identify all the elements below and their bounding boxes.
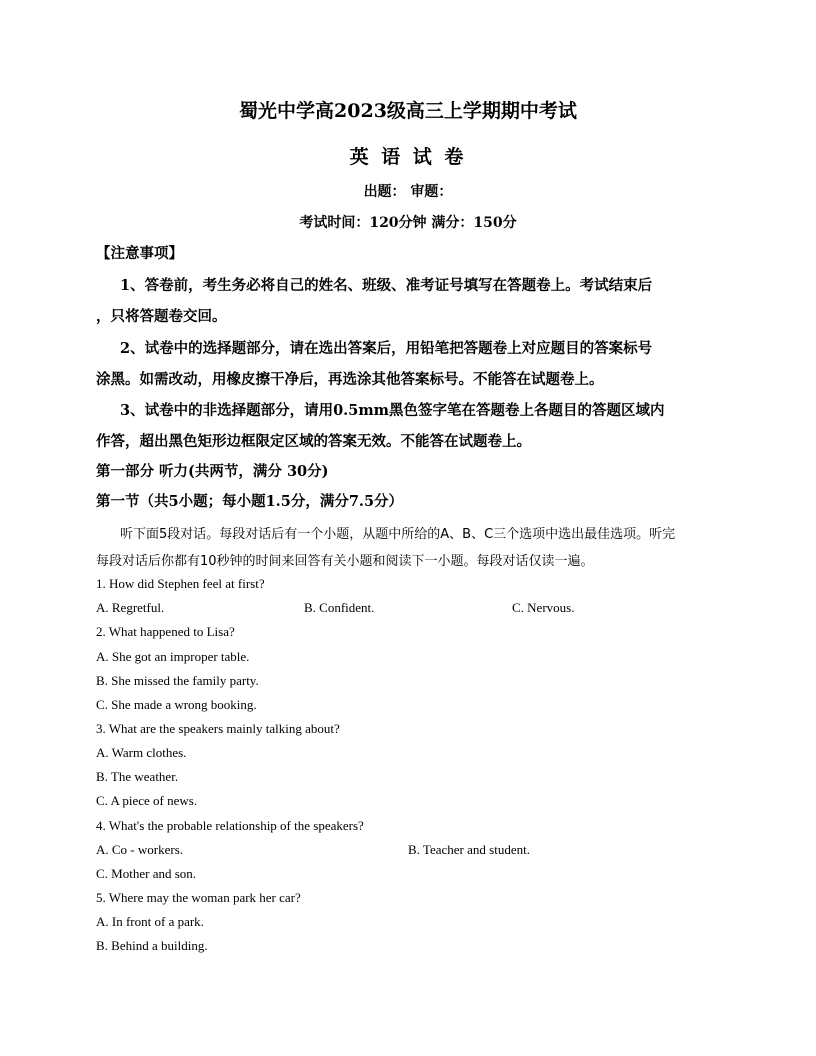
option-c: C. A piece of news. [96, 793, 198, 808]
option-b: B. Teacher and student. [408, 842, 530, 857]
notice-heading: 【注意事项】 [96, 245, 183, 262]
exam-title: 蜀光中学高2023级高三上学期期中考试 [239, 100, 577, 122]
section1-heading: 第一节（共5小题；每小题1.5分，满分7.5分） [96, 493, 404, 510]
part1-heading: 第一部分 听力(共两节，满分 30分) [96, 463, 329, 480]
option-b: B. She missed the family party. [96, 673, 259, 688]
notice-item-2-cont: 涂黑。如需改动，用橡皮擦干净后，再选涂其他答案标号。不能答在试题卷上。 [96, 371, 604, 388]
option-b: B. The weather. [96, 769, 179, 784]
notice-item-2: 2、试卷中的选择题部分，请在选出答案后，用铅笔把答题卷上对应题目的答案标号 [120, 340, 653, 357]
question-stem: 2. What happened to Lisa? [96, 624, 235, 639]
option-c: C. She made a wrong booking. [96, 697, 257, 712]
option-b: B. Behind a building. [96, 938, 208, 953]
notice-item-1-cont: ，只将答题卷交回。 [96, 308, 227, 325]
option-a: A. In front of a park. [96, 914, 204, 929]
setters-line: 出题： 审题： [363, 184, 453, 200]
question-stem: 1. How did Stephen feel at first? [96, 576, 265, 591]
question-stem: 4. What's the probable relationship of the speakers? [96, 818, 364, 833]
option-c: C. Mother and son. [96, 866, 197, 881]
option-a: A. Warm clothes. [96, 745, 187, 760]
notice-item-3: 3、试卷中的非选择题部分，请用0.5mm黑色签字笔在答题卷上各题目的答题区域内 [120, 402, 665, 419]
question-stem: 3. What are the speakers mainly talking about? [96, 721, 340, 736]
option-b: B. Confident. [304, 600, 375, 615]
option-a: A. Regretful. [96, 600, 165, 615]
option-c: C. Nervous. [512, 600, 575, 615]
instruction-line-2: 每段对话后你都有10秒钟的时间来回答有关小题和阅读下一小题。每段对话仅读一遍。 [96, 554, 594, 569]
notice-item-3-cont: 作答，超出黑色矩形边框限定区域的答案无效。不能答在试题卷上。 [96, 433, 531, 450]
exam-subtitle: 英 语 试 卷 [349, 146, 467, 168]
question-stem: 5. Where may the woman park her car? [96, 890, 301, 905]
instruction-line-1: 听下面5段对话。每段对话后有一个小题，从题中所给的A、B、C三个选项中选出最佳选项。听完 [120, 527, 676, 542]
option-a: A. She got an improper table. [96, 649, 250, 664]
exam-info: 考试时间：120分钟 满分：150分 [299, 215, 517, 231]
option-a: A. Co - workers. [96, 842, 184, 857]
notice-item-1: 1、答卷前，考生务必将自己的姓名、班级、准考证号填写在答题卷上。考试结束后 [120, 277, 653, 294]
